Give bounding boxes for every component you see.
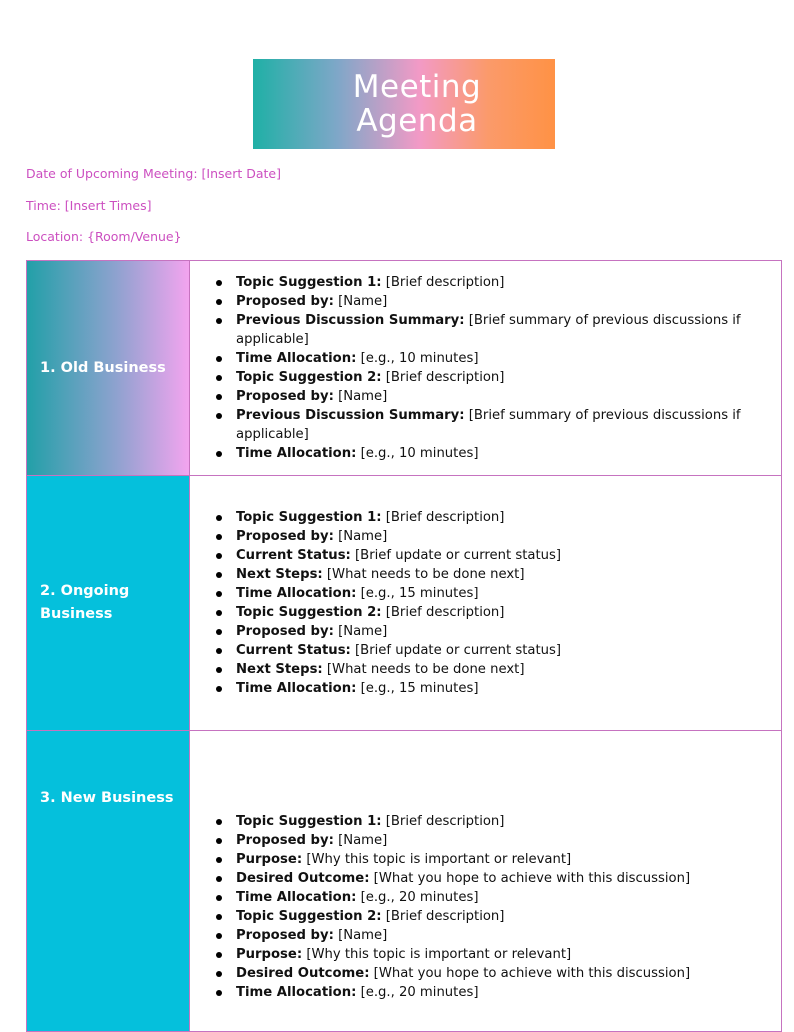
agenda-row-new-business [27,731,781,1031]
list-item [214,907,690,926]
item-label: Current Status: [236,643,351,658]
list-item [214,565,561,584]
section-heading: 2. Ongoing Business [40,583,130,622]
list-item [214,349,751,368]
item-label: Time Allocation: [236,586,357,601]
item-text: [e.g., 15 minutes] [356,586,479,601]
page-title-line-1: Meeting [352,69,482,105]
item-label: Previous Discussion Summary: [236,313,465,328]
agenda-item-list [214,508,561,698]
item-text: [Brief update or current status] [350,643,562,658]
section-heading-cell [27,261,190,475]
item-label: Topic Suggestion 1: [236,275,382,290]
agenda-row-old-business [27,261,781,476]
meeting-date: Date of Upcoming Meeting: [Insert Date] [26,166,281,181]
item-text: [Name] [333,294,388,309]
list-item [214,508,561,527]
list-item [214,831,690,850]
item-label: Previous Discussion Summary: [236,408,465,423]
list-item [214,641,561,660]
meeting-time: Time: [Insert Times] [26,198,152,213]
item-text: [Brief summary of previous discussions if applicable] [236,408,741,442]
item-label: Time Allocation: [236,351,357,366]
item-label: Current Status: [236,548,351,563]
item-text: [Name] [333,928,388,943]
section-heading: 1. Old Business [40,359,166,376]
list-item [214,869,690,888]
list-item [214,603,561,622]
list-item [214,660,561,679]
list-item [214,292,751,311]
item-text: [e.g., 20 minutes] [356,890,479,905]
item-label: Desired Outcome: [236,871,370,886]
list-item [214,444,751,463]
item-label: Time Allocation: [236,681,357,696]
list-item [214,926,690,945]
item-text: [Brief description] [381,814,505,829]
item-label: Next Steps: [236,567,323,582]
item-label: Time Allocation: [236,890,357,905]
list-item [214,679,561,698]
list-item [214,983,690,1002]
list-item [214,584,561,603]
item-label: Proposed by: [236,928,334,943]
list-item [214,406,751,444]
list-item [214,812,690,831]
list-item [214,546,561,565]
item-label: Desired Outcome: [236,966,370,981]
item-text: [e.g., 20 minutes] [356,985,479,1000]
title-banner [253,59,555,149]
item-label: Purpose: [236,852,303,867]
list-item [214,964,690,983]
section-heading: 3. New Business [40,790,174,806]
item-label: Topic Suggestion 2: [236,605,382,620]
page-title [353,70,481,138]
item-label: Topic Suggestion 1: [236,814,382,829]
section-heading-cell [27,731,190,1031]
list-item [214,622,561,641]
meeting-location: Location: {Room/Venue} [26,229,182,244]
item-text: [Brief summary of previous discussions if applicable] [236,313,741,347]
agenda-item-list [214,812,690,1002]
item-label: Topic Suggestion 2: [236,909,382,924]
item-text: [Brief description] [381,909,505,924]
item-label: Topic Suggestion 1: [236,510,382,525]
item-text: [e.g., 10 minutes] [356,351,479,366]
agenda-table [26,260,782,1032]
list-item [214,888,690,907]
item-text: [Brief update or current status] [350,548,562,563]
item-text: [e.g., 15 minutes] [356,681,479,696]
section-items-cell [190,261,781,475]
list-item [214,311,751,349]
item-label: Proposed by: [236,624,334,639]
item-text: [Brief description] [381,370,505,385]
section-items-cell [190,476,781,730]
item-text: [Brief description] [381,275,505,290]
item-label: Time Allocation: [236,446,357,461]
item-text: [Brief description] [381,510,505,525]
agenda-item-list [214,273,751,463]
page-title-line-2: Agenda [356,103,478,139]
item-label: Proposed by: [236,529,334,544]
item-label: Purpose: [236,947,303,962]
item-text: [What needs to be done next] [322,567,525,582]
item-text: [Why this topic is important or relevant] [302,947,572,962]
agenda-row-ongoing-business [27,476,781,731]
list-item [214,273,751,292]
section-heading-cell [27,476,190,730]
item-text: [Name] [333,833,388,848]
item-label: Proposed by: [236,833,334,848]
item-text: [What you hope to achieve with this discussion] [369,871,691,886]
list-item [214,527,561,546]
item-label: Proposed by: [236,294,334,309]
item-text: [Name] [333,624,388,639]
list-item [214,850,690,869]
item-text: [Brief description] [381,605,505,620]
item-label: Topic Suggestion 2: [236,370,382,385]
item-text: [Why this topic is important or relevant] [302,852,572,867]
list-item [214,368,751,387]
list-item [214,387,751,406]
item-label: Time Allocation: [236,985,357,1000]
section-items-cell [190,731,781,1031]
item-text: [Name] [333,529,388,544]
item-label: Proposed by: [236,389,334,404]
item-label: Next Steps: [236,662,323,677]
item-text: [What you hope to achieve with this discussion] [369,966,691,981]
item-text: [Name] [333,389,388,404]
item-text: [e.g., 10 minutes] [356,446,479,461]
item-text: [What needs to be done next] [322,662,525,677]
list-item [214,945,690,964]
